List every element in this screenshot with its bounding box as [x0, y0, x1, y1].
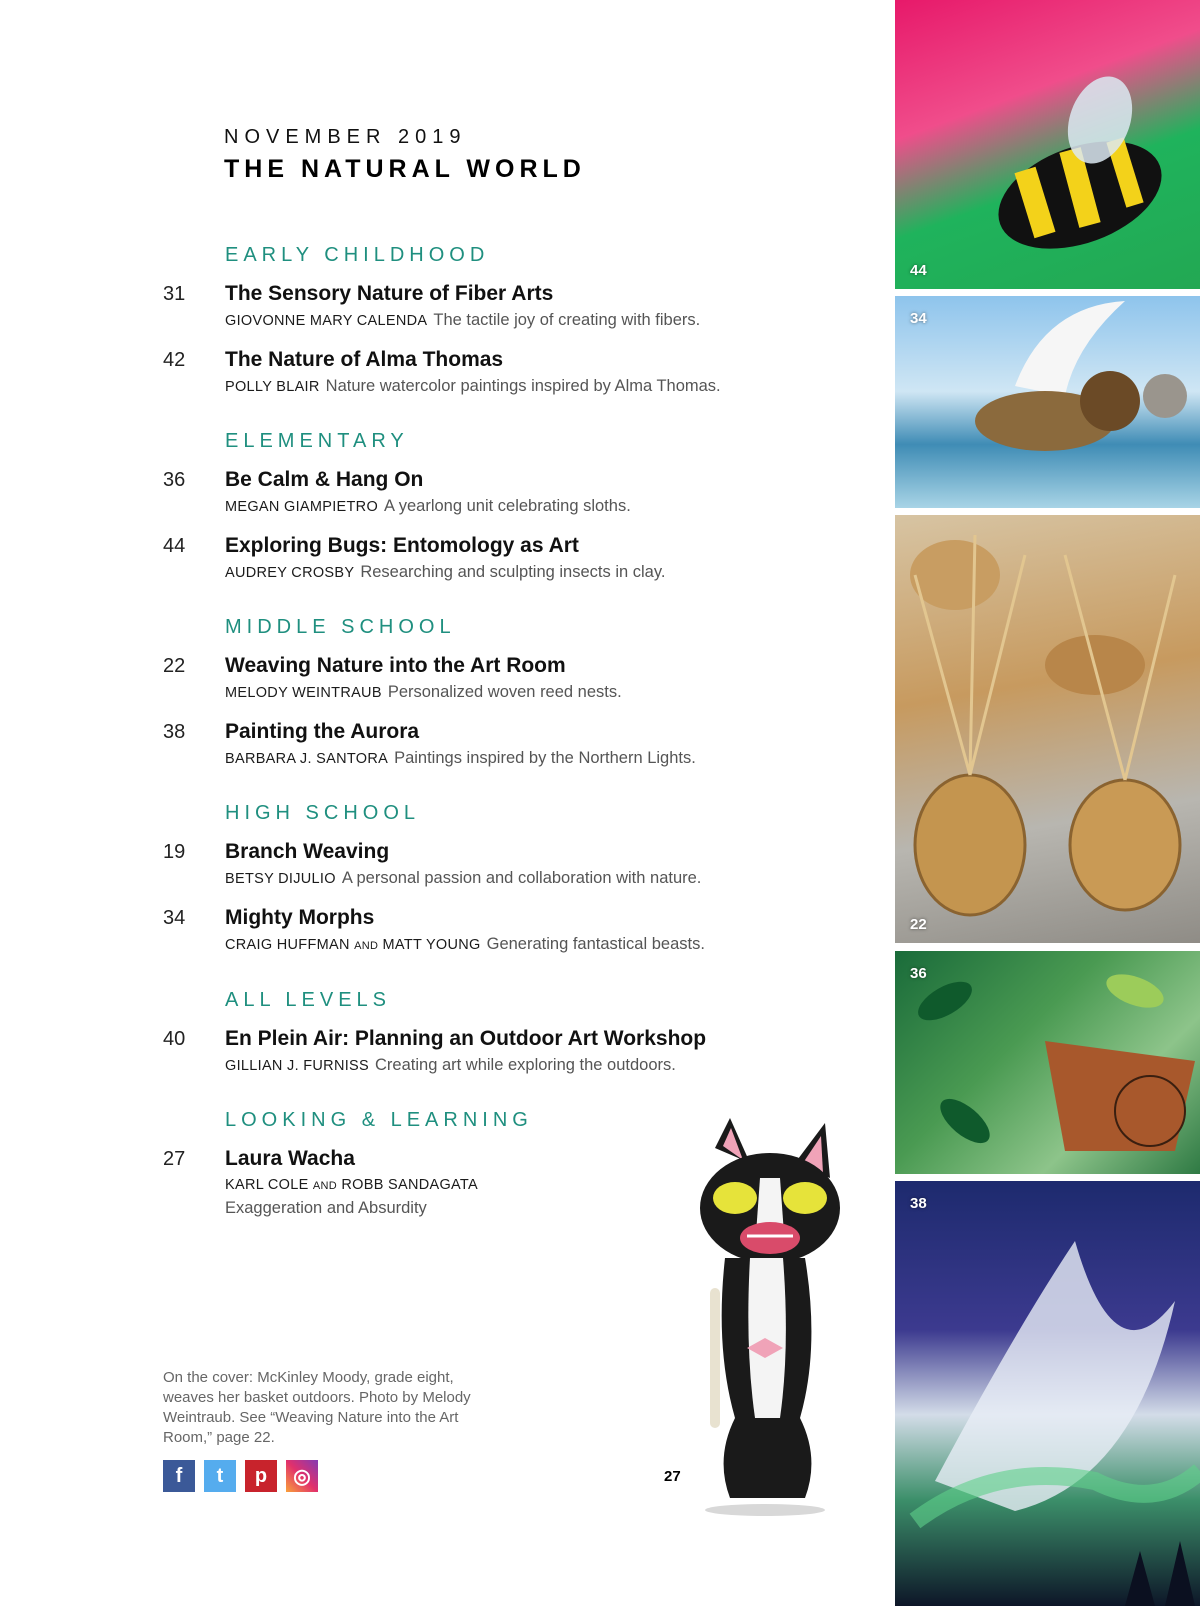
entry-description: Researching and sculpting insects in clay.: [360, 563, 666, 581]
woven-reed-nests-photo[interactable]: [895, 515, 1200, 943]
section-elementary: [163, 430, 883, 584]
entry-title: Exploring Bugs: Entomology as Art: [225, 534, 579, 557]
toc-entry[interactable]: [163, 719, 883, 770]
section-title: MIDDLE SCHOOL: [225, 616, 456, 638]
entry-description: Nature watercolor paintings inspired by Alma Thomas.: [325, 377, 721, 395]
section-title: LOOKING & LEARNING: [225, 1109, 533, 1131]
toc-entry[interactable]: [163, 347, 883, 398]
entry-author: [225, 1177, 478, 1193]
entry-page-number: 22: [163, 655, 186, 677]
entry-page-number: 36: [163, 469, 186, 491]
entry-page-number: 31: [163, 283, 186, 305]
author-conjunction: AND: [312, 1180, 338, 1192]
entry-description: Exaggeration and Absurdity: [225, 1199, 427, 1217]
pinterest-icon[interactable]: p: [245, 1460, 277, 1492]
toc-entry[interactable]: [163, 281, 883, 332]
entry-description: Paintings inspired by the Northern Lights.: [394, 749, 696, 767]
entry-title: Weaving Nature into the Art Room: [225, 654, 566, 677]
photo-page-tag: 22: [910, 916, 927, 933]
toc-entry[interactable]: [163, 467, 883, 518]
aurora-illustration: [895, 1181, 1200, 1606]
entry-title: En Plein Air: Planning an Outdoor Art Workshop: [225, 1027, 707, 1050]
toc-entry[interactable]: [163, 653, 883, 704]
photo-strip: [895, 0, 1200, 1606]
issue-theme: THE NATURAL WORLD: [224, 155, 586, 183]
toc-entry[interactable]: [163, 1026, 883, 1077]
aurora-painting-photo[interactable]: [895, 1181, 1200, 1606]
winged-lion-photo[interactable]: [895, 296, 1200, 508]
winged-lion-illustration: [895, 296, 1200, 508]
instagram-icon[interactable]: ◎: [286, 1460, 318, 1492]
entry-author: GIOVONNE MARY CALENDA: [225, 313, 428, 329]
entry-page-number: 38: [163, 721, 186, 743]
issue-header: [224, 126, 586, 184]
entry-page-number: 40: [163, 1028, 186, 1050]
section-title: ALL LEVELS: [225, 989, 392, 1011]
entry-author: GILLIAN J. FURNISS: [225, 1058, 369, 1074]
entry-author: MEGAN GIAMPIETRO: [225, 499, 379, 515]
sculpture-page-number: 27: [664, 1468, 681, 1485]
woven-nests-illustration: [895, 515, 1200, 943]
entry-page-number: 27: [163, 1148, 186, 1170]
entry-description: A yearlong unit celebrating sloths.: [384, 497, 631, 515]
entry-author: AUDREY CROSBY: [225, 565, 355, 581]
bee-photo[interactable]: [895, 0, 1200, 289]
entry-title: Branch Weaving: [225, 840, 390, 863]
entry-author: [225, 937, 481, 953]
entry-author-second: ROBB SANDAGATA: [341, 1177, 478, 1193]
entry-author: POLLY BLAIR: [225, 379, 320, 395]
section-middle-school: [163, 616, 883, 770]
twitter-icon[interactable]: t: [204, 1460, 236, 1492]
cat-sculpture-image: [655, 1118, 870, 1518]
cover-caption: On the cover: McKinley Moody, grade eight, weaves her basket outdoors. Photo by Melody Weintraub. See “Weaving Nature into the Art Room,” page 22.: [163, 1369, 471, 1446]
entry-description: A personal passion and collaboration with nature.: [341, 869, 702, 887]
entry-description: Generating fantastical beasts.: [486, 935, 705, 953]
entry-title: Painting the Aurora: [225, 720, 420, 743]
entry-author-first: KARL COLE: [225, 1177, 309, 1193]
entry-author: BETSY DIJULIO: [225, 871, 336, 887]
entry-author-first: CRAIG HUFFMAN: [225, 937, 350, 953]
section-high-school: [163, 802, 883, 957]
entry-author-second: MATT YOUNG: [382, 937, 481, 953]
photo-page-tag: 34: [910, 310, 927, 327]
facebook-icon[interactable]: f: [163, 1460, 195, 1492]
entry-description: Creating art while exploring the outdoors.: [375, 1056, 676, 1074]
entry-description: Personalized woven reed nests.: [387, 683, 622, 701]
entry-author: MELODY WEINTRAUB: [225, 685, 382, 701]
sloth-painting-photo[interactable]: [895, 951, 1200, 1174]
photo-page-tag: 38: [910, 1195, 927, 1212]
entry-page-number: 44: [163, 535, 186, 557]
toc-entry[interactable]: [163, 905, 883, 957]
toc-entry[interactable]: [163, 839, 883, 890]
entry-description: The tactile joy of creating with fibers.: [433, 311, 701, 329]
entry-title: Mighty Morphs: [225, 906, 375, 929]
entry-title: Laura Wacha: [225, 1147, 355, 1170]
section-title: EARLY CHILDHOOD: [225, 244, 490, 266]
table-of-contents: [163, 244, 883, 1251]
entry-page-number: 34: [163, 907, 186, 929]
entry-title: The Sensory Nature of Fiber Arts: [225, 282, 554, 305]
bee-illustration: [895, 0, 1200, 289]
section-title: HIGH SCHOOL: [225, 802, 421, 824]
entry-author: BARBARA J. SANTORA: [225, 751, 389, 767]
social-links: [163, 1460, 318, 1492]
photo-page-tag: 36: [910, 965, 927, 982]
section-all-levels: [163, 989, 883, 1077]
issue-date: NOVEMBER 2019: [224, 126, 467, 148]
entry-page-number: 42: [163, 349, 186, 371]
entry-page-number: 19: [163, 841, 186, 863]
toc-entry[interactable]: [163, 533, 883, 584]
author-conjunction: AND: [354, 940, 379, 952]
photo-page-tag: 44: [910, 262, 927, 279]
entry-title: Be Calm & Hang On: [225, 468, 424, 491]
section-title: ELEMENTARY: [225, 430, 409, 452]
entry-title: The Nature of Alma Thomas: [225, 348, 504, 371]
section-early-childhood: [163, 244, 883, 398]
sloth-illustration: [895, 951, 1200, 1174]
